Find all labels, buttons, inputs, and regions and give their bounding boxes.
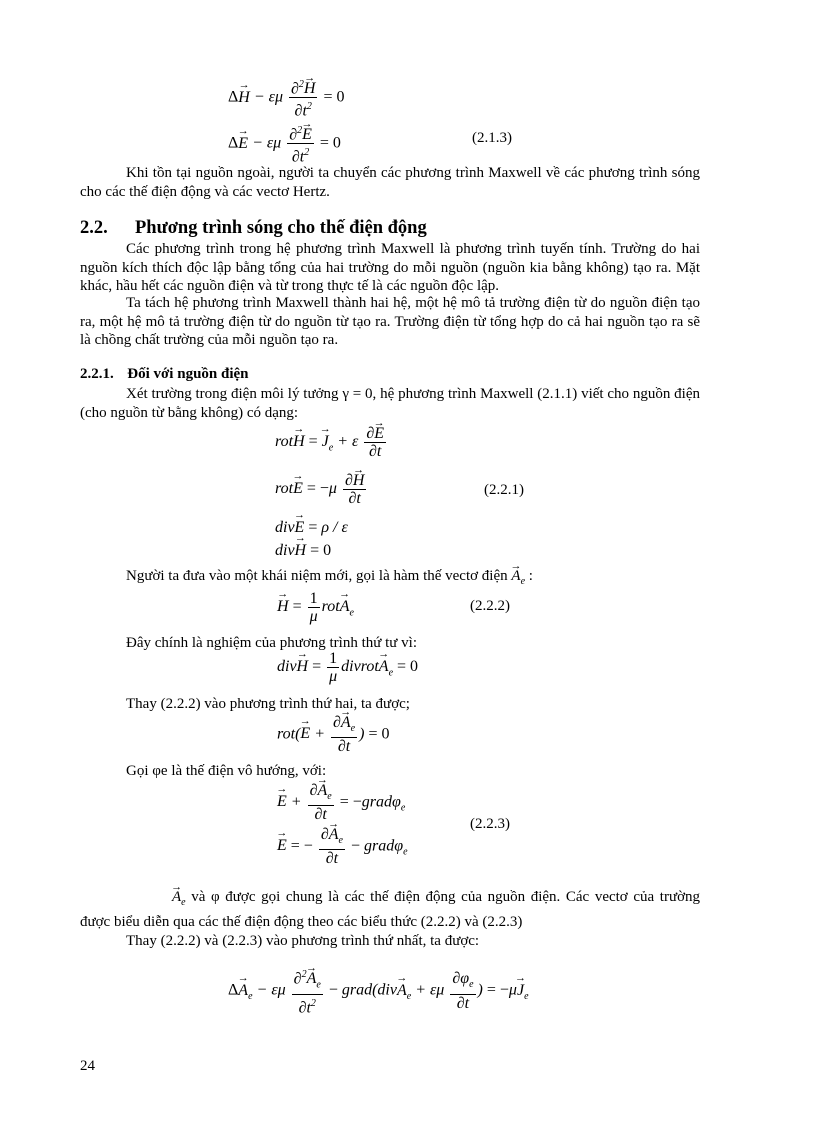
section-number: 2.2. — [80, 218, 108, 238]
paragraph-scalar-potential-text: Gọi φe là thế điện vô hướng, với: — [126, 763, 327, 779]
paragraph-electrodynamic-potentials-label: và φ được gọi chung là các thế điện động của nguồn điện. Các vectơ của trường được biểu diễn qua các thế điện động theo các biểu thức (2.2.2) và (2.2.3) — [80, 889, 701, 930]
symbol-ae-2: → $A_e$ — [126, 889, 186, 905]
equation-wave-h: Δ→ H − εμ $\frac{\partial^2\to H}{\partial t^2}$ = 0 — [228, 76, 345, 120]
paragraph-electrodynamic-potentials — [80, 888, 700, 931]
paragraph-vector-potential-text: Người ta đưa vào một khái niệm mới, gọi là hàm thế vectơ điện → $A_e$ : — [126, 567, 726, 592]
equation-wave-ae: $\Delta\to A_e - \varepsilon\mu$ $\frac{\partial^2\to A_e}{\partial t^2}$ − grad(div→ $A_e + \varepsilon\mu$ $\frac{\partial\varphi_e}{\partial t}$ ) = $-\mu\to J_e$ — [228, 966, 529, 1016]
equation-rot-sum: rot(→ E + $\frac{\partial\to A_e}{\partial t}$ ) = 0 — [277, 714, 389, 755]
section-title: Phương trình sóng cho thế điện động — [135, 218, 427, 238]
equation-div-e: div→ E = ρ / ε — [275, 519, 348, 537]
equation-number-2-2-3: (2.2.3) — [470, 816, 510, 832]
equation-number-2-1-3: (2.1.3) — [472, 130, 512, 146]
paragraph-separation — [80, 294, 700, 350]
equation-number-2-2-1: (2.2.1) — [484, 482, 524, 498]
paragraph-substitute-first — [126, 932, 726, 951]
section-heading-2-2-1 — [80, 366, 249, 383]
paragraph-vector-potential — [126, 567, 726, 592]
paragraph-substitute-second — [126, 695, 726, 714]
equation-rot-h: rot→ H = → $J_e + \varepsilon$ $\frac{\partial\to E}{\partial t}$ — [275, 425, 388, 460]
equation-h-from-ae: → H = $\frac{1}{\mu}$ $rot\to A_e$ — [277, 590, 354, 625]
paragraph-fourth-equation-text: Đây chính là nghiệm của phương trình thứ tư vì: — [126, 635, 418, 651]
subsection-number: 2.2.1. — [80, 366, 114, 382]
paragraph-separation-text: Ta tách hệ phương trình Maxwell thành hai hệ, một hệ mô tả trường điện từ do nguồn điện tạo ra, một hệ mô tả trường điện từ do nguồn từ tạo ra. Trường điện từ tổng hợp do cả hai nguồn tạo ra sẽ là chồng chất trường của mỗi nguồn tạo ra. — [80, 295, 700, 348]
equation-div-h-zero: div→ H = $\frac{1}{\mu}$ divrot→ $A_e = 0$ — [277, 650, 418, 685]
equation-div-h: div→ H = 0 — [275, 542, 331, 560]
paragraph-linear-text: Các phương trình trong hệ phương trình Maxwell là phương trình tuyến tính. Trường do hai nguồn kích thích độc lập bằng tổng của hai trường do mỗi nguồn (nguồn kia bằng không) tạo ra. Mặt khác, hầu hết các nguồn điện và từ trong thực tế là các nguồn độc lập. — [80, 241, 700, 294]
page-number: 24 — [80, 1058, 95, 1074]
paragraph-linear — [80, 240, 700, 296]
paragraph-intro — [80, 164, 700, 201]
symbol-ae: → $A_e$ — [511, 568, 525, 584]
paragraph-substitute-second-text: Thay (2.2.2) vào phương trình thứ hai, ta được; — [126, 696, 410, 712]
equation-wave-e: Δ→ E − εμ $\frac{\partial^2\to E}{\partial t^2}$ = 0 — [228, 122, 341, 166]
paragraph-electrodynamic-potentials-text — [80, 888, 700, 931]
paragraph-vector-potential-label: Người ta đưa vào một khái niệm mới, gọi là hàm thế vectơ điện — [126, 568, 508, 584]
section-heading-2-2 — [80, 218, 427, 239]
equation-e-minus-grad: → E = − $\frac{\partial\to A_e}{\partial t}$ − gradφ$_e$ — [277, 826, 408, 867]
equation-e-plus-grad: → E + $\frac{\partial\to A_e}{\partial t}$ = −gradφ$_e$ — [277, 782, 405, 823]
paragraph-substitute-first-text: Thay (2.2.2) và (2.2.3) vào phương trình thứ nhất, ta được: — [126, 933, 480, 949]
paragraph-ideal-dielectric — [80, 385, 700, 422]
paragraph-ideal-dielectric-text: Xét trường trong điện môi lý tưởng γ = 0, hệ phương trình Maxwell (2.1.1) viết cho nguồn điện (cho nguồn từ bằng không) có dạng: — [80, 386, 700, 421]
paragraph-intro-text: Khi tồn tại nguồn ngoài, người ta chuyển các phương trình Maxwell về các phương trình sóng cho các thế điện động và các vectơ Hertz. — [80, 165, 700, 200]
paragraph-scalar-potential — [126, 762, 726, 781]
equation-number-2-2-2: (2.2.2) — [470, 598, 510, 614]
subsection-title: Đối với nguồn điện — [127, 366, 249, 382]
equation-rot-e: rot→ E = −μ $\frac{\partial\to H}{\partial t}$ — [275, 472, 368, 507]
paragraph-fourth-equation — [126, 634, 726, 653]
